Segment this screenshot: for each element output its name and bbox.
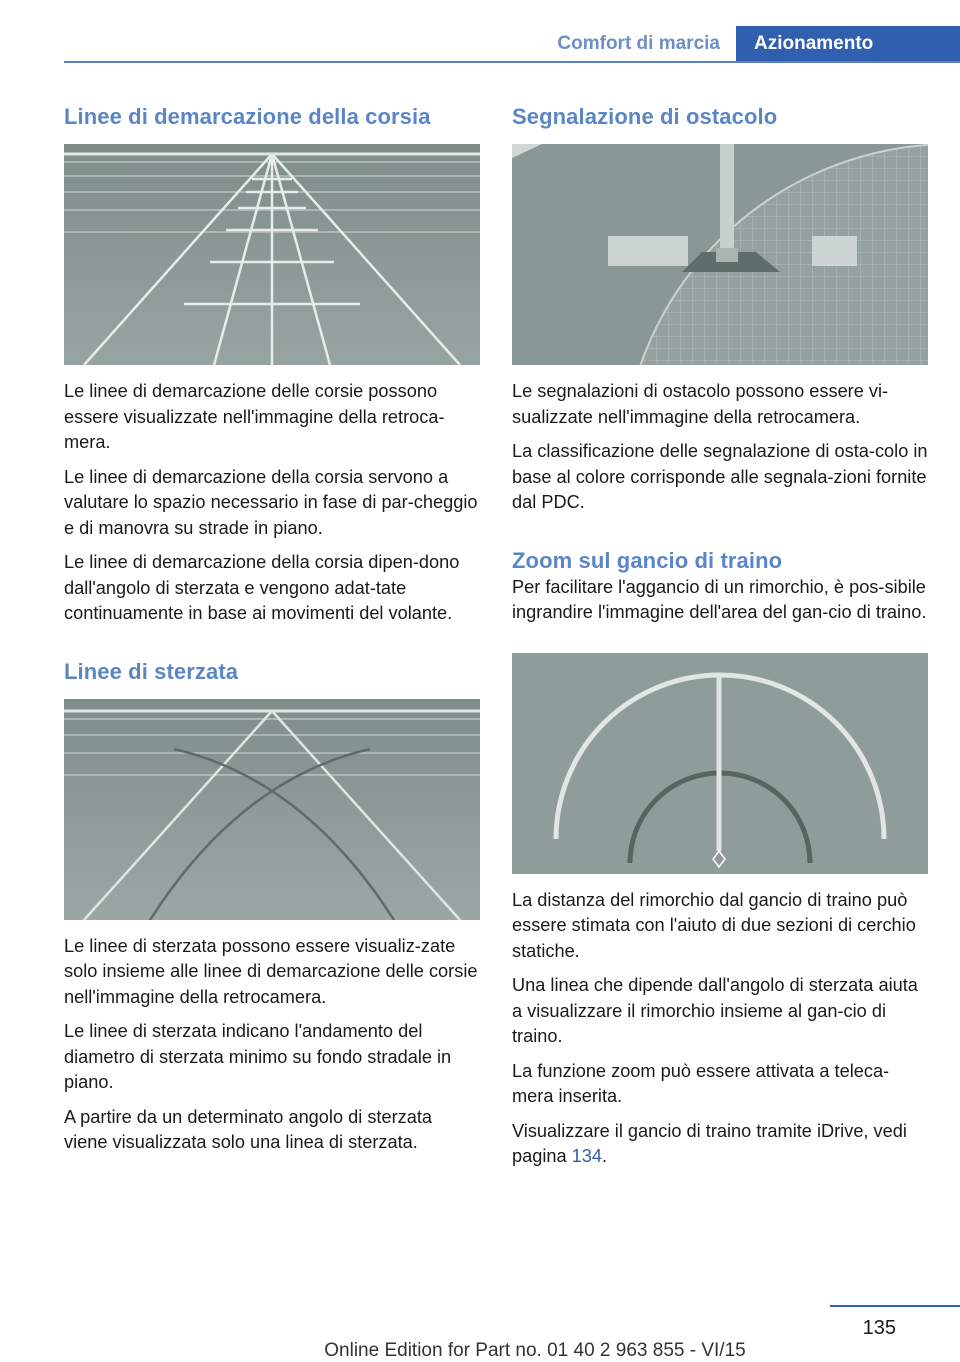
steering-lines-image (64, 699, 480, 920)
lane-paragraph-3: Le linee di demarcazione della corsia dipen-dono dall'angolo di sterzata e vengono adat-tate continuamente in base ai movimenti del volante. (64, 552, 460, 623)
tow-paragraph-2: Una linea che dipende dall'angolo di sterzata aiuta a visualizzare il rimorchio insieme al gan-cio di traino. (512, 975, 918, 1046)
steering-paragraph-2: Le linee di sterzata indicano l'andamento del diametro di sterzata minimo su fondo stradale in piano. (64, 1021, 452, 1092)
header-section-tab[interactable]: Comfort di marcia (557, 33, 720, 54)
page-number: 135 (862, 1317, 896, 1339)
steering-paragraph-1: Le linee di sterzata possono essere visualiz-zate solo insieme alle linee di demarcazione delle corsie nell'immagine della retrocamera. (64, 935, 478, 1007)
footer-rule (830, 1305, 960, 1307)
obstacle-paragraph-2: La classificazione delle segnalazione di osta-colo in base al colore corrisponde alle segnala-zioni fornite dal PDC. (512, 441, 928, 512)
tow-hitch-zoom-heading: Zoom sul gancio di traino (512, 547, 783, 573)
lane-paragraph-1: Le linee di demarcazione delle corsie possono essere visualizzate nell'immagine della retroca-mera. (64, 381, 445, 452)
lane-paragraph-2: Le linee di demarcazione della corsia servono a valutare lo spazio necessario in fase di par-cheggio e di manovra su strade in piano. (64, 466, 478, 538)
tow-paragraph-4 (512, 1119, 928, 1170)
page-reference-link[interactable]: 134 (571, 1146, 603, 1166)
header-chapter-tab[interactable]: Azionamento (736, 26, 960, 61)
lane-lines-image (64, 144, 480, 365)
obstacle-image (512, 144, 928, 365)
obstacle-paragraph-1: Le segnalazioni di ostacolo possono essere vi-sualizzate nell'immagine della retrocamera. (512, 381, 889, 427)
tow-paragraph-4-end: . (602, 1146, 608, 1166)
edition-footer: Online Edition for Part no. 01 40 2 963 855 - VI/15 (324, 1340, 746, 1361)
tow-hitch-image (512, 653, 928, 874)
right-column (512, 103, 928, 1179)
header-rule (64, 61, 960, 63)
steering-lines-heading: Linee di sterzata (64, 658, 239, 684)
lane-lines-heading: Linee di demarcazione della corsia (64, 104, 431, 129)
obstacle-heading: Segnalazione di ostacolo (512, 104, 778, 129)
zoom-paragraph-1: Per facilitare l'aggancio di un rimorchio, è pos-sibile ingrandire l'immagine dell'area del gan-cio di traino. (512, 576, 927, 622)
tow-paragraph-1: La distanza del rimorchio dal gancio di traino può essere stimata con l'aiuto di due sezioni di cerchio statiche. (512, 889, 916, 961)
steering-paragraph-3: A partire da un determinato angolo di sterzata viene visualizzata solo una linea di sterzata. (64, 1106, 433, 1152)
left-column (64, 103, 480, 1165)
tow-paragraph-3: La funzione zoom può essere attivata a teleca-mera inserita. (512, 1060, 890, 1106)
tow-paragraph-4-text: Visualizzare il gancio di traino tramite iDrive, vedi pagina (512, 1120, 907, 1166)
